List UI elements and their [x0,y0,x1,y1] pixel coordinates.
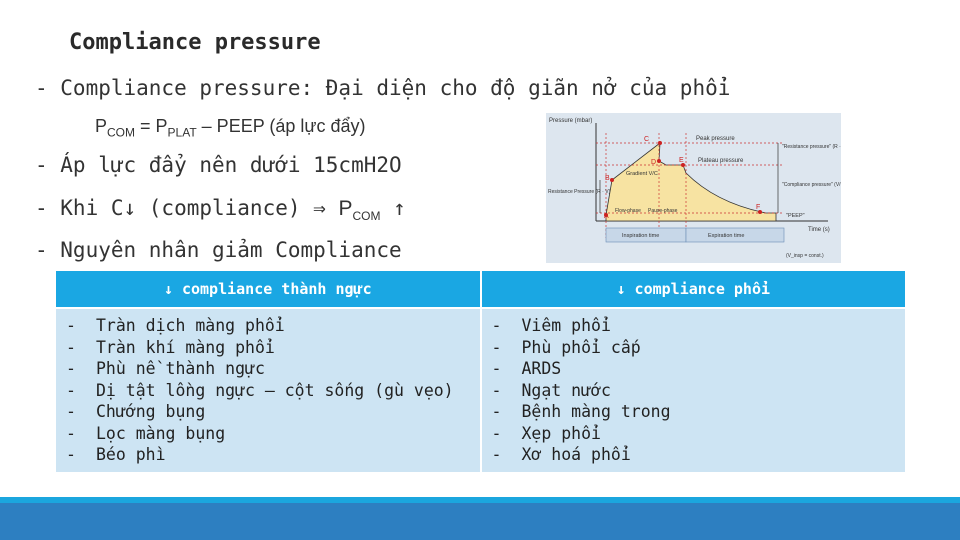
label-b: B [605,175,610,182]
footer-bar [0,503,960,540]
list-item: - Béo phì [66,445,166,464]
label-plateau: Plateau pressure [698,158,744,164]
label-c: C [644,136,650,143]
label-a: A [604,213,609,220]
label-resistance-left: Resistance Pressure (R · V) [548,189,611,195]
label-compliance-right: "Compliance pressure" (V/C) [782,182,841,188]
chest-wall-list [66,315,472,466]
pressure-chart-svg [546,113,841,263]
formula-sub-com: COM [107,125,136,140]
formula-eq: = P [135,116,168,136]
bullet-causes: - Nguyên nhân giảm Compliance [35,238,402,262]
list-item: - Bệnh màng trong [491,402,671,421]
label-d: D [651,159,657,166]
list-item: - Lọc màng bụng [66,423,226,443]
label-vconst: (V_insp = const.) [786,253,824,259]
bullet-compliance-definition: - Compliance pressure: Đại diện cho độ giãn nở của phổi [35,76,731,100]
chest-wall-causes-cell [55,308,481,473]
list-item: - Viêm phổi [491,316,611,335]
up-arrow-icon: ↑ [380,196,406,220]
formula-sub-plat: PLAT [167,125,197,140]
bullet-c-prefix: - Khi C↓ (compliance) ⇒ [35,196,339,220]
table-body-row [55,308,906,473]
list-item: - Chướng bụng [66,402,206,421]
chart-ylabel: Pressure (mbar) [549,118,593,124]
formula-p: P [95,116,108,136]
label-flow-phase: Flow-phase [615,208,641,214]
compliance-causes-table [54,269,907,474]
list-item: - ARDS [491,359,562,378]
table-header-row [55,270,906,308]
chart-point-b [610,178,614,182]
list-item: - Tràn khí màng phổi [66,337,275,357]
label-gradient: Gradient V/C [626,171,658,177]
bullet-c-p: P [338,197,353,220]
chart-point-d [657,159,661,163]
list-item: - Phù nề thành ngực [66,359,265,378]
bullet-compliance-decrease [35,196,406,223]
list-item: - Xẹp phổi [491,423,601,443]
bullet-driving-pressure: - Áp lực đẩy nên dưới 15cmH2O [35,153,402,177]
lung-list [492,315,898,466]
bullet-c-sub: COM [352,209,381,224]
label-pause-phase: Pause-phase [648,208,678,214]
list-item: - Xơ hoá phổi [491,445,631,464]
list-item: - Phù phổi cấp [491,337,641,357]
label-peak: Peak pressure [696,136,735,142]
label-f: F [756,204,761,211]
header-chest-wall: ↓ compliance thành ngực [55,270,481,308]
list-item: - Dị tật lồng ngực – cột sống (gù vẹo) [66,380,454,400]
pressure-time-chart [546,113,841,263]
slide-title: Compliance pressure [69,30,321,55]
label-resistance-right: "Resistance pressure" (R · V) [782,144,841,150]
formula-pcom [95,116,365,140]
label-e: E [679,157,684,164]
label-peep: "PEEP" [786,213,805,219]
chart-xlabel: Time (s) [808,227,830,233]
label-expiration: Expiration time [708,233,745,239]
list-item: - Tràn dịch màng phổi [66,316,285,335]
header-lung: ↓ compliance phổi [481,270,907,308]
formula-rest: – PEEP (áp lực đẩy) [196,116,366,136]
lung-causes-cell [481,308,907,473]
label-inspiration: Inspiration time [622,233,660,239]
list-item: - Ngạt nước [491,380,611,400]
chart-point-c [658,141,662,145]
